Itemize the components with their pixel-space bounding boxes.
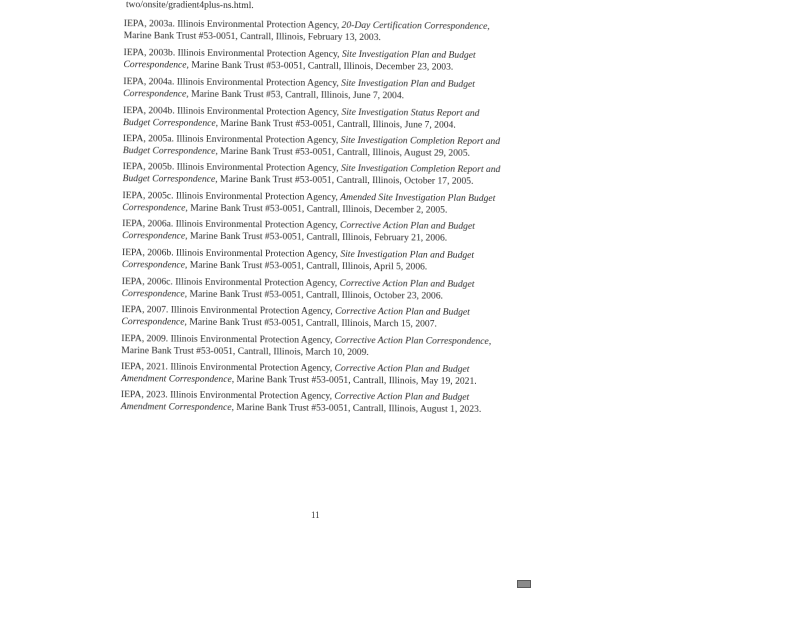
ref-title-part1: Corrective Action Plan and Budget (339, 277, 475, 290)
ref-details: Marine Bank Trust #53-0051, Cantrall, Illinois, April 5, 2006. (187, 259, 428, 273)
ref-title-part2: Budget Correspondence, (122, 116, 219, 129)
ref-details: Marine Bank Trust #53-0051, Cantrall, Illinois, February 21, 2006. (187, 230, 448, 244)
ref-title-part2: Amendment Correspondence, (120, 372, 235, 385)
reference-entry (124, 18, 490, 44)
ref-title-part1: Site Investigation Completion Report and (340, 162, 501, 176)
ref-author: IEPA, 2006a. Illinois Environmental Protection Agency, (122, 218, 341, 231)
ref-author: IEPA, 2003a. Illinois Environmental Protection Agency, (123, 18, 342, 31)
ref-title-part1: Amended Site Investigation Plan Budget (340, 191, 496, 205)
ref-author: IEPA, 2005b. Illinois Environmental Protection Agency, (122, 161, 342, 174)
reference-entry (121, 389, 482, 415)
ref-title-part1: Corrective Action Plan and Budget (339, 219, 475, 232)
ref-title-part2: Correspondence, (122, 229, 188, 242)
ref-author: IEPA, 2009. Illinois Environmental Protection Agency, (121, 333, 335, 346)
ref-title-part2: Budget Correspondence, (122, 144, 218, 157)
ref-author: IEPA, 2004a. Illinois Environmental Protection Agency, (123, 76, 342, 89)
ref-details: Marine Bank Trust #53-0051, Cantrall, Illinois, June 7, 2004. (218, 117, 456, 131)
ref-title-part2: Correspondence, (121, 287, 188, 300)
ref-details: Marine Bank Trust #53-0051, Cantrall, Illinois, August 29, 2005. (217, 145, 470, 159)
reference-entry (122, 276, 475, 302)
ref-title-part1: Site Investigation Status Report and (341, 106, 480, 119)
ref-title-part2: Correspondence, (121, 315, 187, 328)
reference-entry (122, 190, 495, 216)
ref-details: Marine Bank Trust #53-0051, Cantrall, Illinois, December 2, 2005. (187, 202, 448, 216)
ref-author: IEPA, 2005c. Illinois Environmental Protection Agency, (122, 190, 341, 203)
ref-title-part1: Corrective Action Plan and Budget (334, 362, 470, 375)
ref-details: Marine Bank Trust #53-0051, Cantrall, Illinois, August 1, 2023. (233, 401, 482, 415)
ref-title-part1: Corrective Action Plan and Budget (335, 305, 470, 318)
ref-title: 20-Day Certification Correspondence, (341, 19, 490, 32)
reference-entry (123, 105, 480, 131)
ref-title-part2: Correspondence, (122, 201, 188, 214)
reference-entry (123, 47, 475, 73)
reference-entry (123, 133, 500, 159)
ref-details: Marine Bank Trust #53, Cantrall, Illinois, June 7, 2004. (188, 88, 405, 101)
reference-fragment (126, 0, 254, 12)
ref-author: IEPA, 2003b. Illinois Environmental Protection Agency, (123, 47, 342, 60)
reference-entry (122, 247, 474, 273)
ref-title-part2: Correspondence, (121, 258, 188, 271)
ref-title-part2: Correspondence, (123, 87, 189, 100)
ref-details: Marine Bank Trust #53-0051, Cantrall, Illinois, March 10, 2009. (121, 344, 369, 358)
ref-author: IEPA, 2006c. Illinois Environmental Protection Agency, (121, 276, 340, 289)
ref-title-part2: Amendment Correspondence, (120, 400, 235, 413)
reference-entry (123, 76, 475, 102)
page-number: 11 (311, 510, 320, 520)
ref-author: IEPA, 2004b. Illinois Environmental Protection Agency, (123, 105, 342, 118)
ref-title-part1: Site Investigation Plan and Budget (340, 248, 475, 261)
ref-title-part1: Site Investigation Completion Report and (340, 134, 501, 148)
reference-entry (122, 218, 475, 244)
reference-entry (123, 161, 501, 187)
ref-title-part1: Site Investigation Plan and Budget (341, 48, 476, 61)
ref-title-part1: Site Investigation Plan and Budget (341, 77, 475, 90)
reference-entry (121, 361, 477, 387)
ref-title-part2: Correspondence, (123, 58, 190, 71)
ref-title-part1: Corrective Action Plan and Budget (334, 390, 470, 403)
fragment-line: two/onsite/gradient4plus-ns.html. (125, 0, 254, 12)
ref-title: Corrective Action Plan Correspondence, (334, 334, 492, 347)
ref-author: IEPA, 2005a. Illinois Environmental Protection Agency, (122, 133, 341, 146)
ref-details: Marine Bank Trust #53-0051, Cantrall, Illinois, February 13, 2003. (123, 29, 381, 43)
ref-details: Marine Bank Trust #53-0051, Cantrall, Illinois, March 15, 2007. (186, 316, 437, 330)
ref-details: Marine Bank Trust #53-0051, Cantrall, Illinois, October 23, 2006. (187, 288, 444, 302)
scan-artifact-mark (517, 580, 531, 588)
ref-author: IEPA, 2006b. Illinois Environmental Protection Agency, (121, 247, 341, 260)
ref-details: Marine Bank Trust #53-0051, Cantrall, Illinois, May 19, 2021. (234, 373, 477, 387)
scanned-text-block (112, 0, 532, 415)
reference-entry (121, 333, 491, 359)
ref-details: Marine Bank Trust #53-0051, Cantrall, Illinois, December 23, 2003. (188, 59, 454, 73)
ref-details: Marine Bank Trust #53-0051, Cantrall, Illinois, October 17, 2005. (217, 173, 474, 187)
ref-author: IEPA, 2021. Illinois Environmental Protection Agency, (121, 361, 335, 374)
ref-author: IEPA, 2023. Illinois Environmental Protection Agency, (120, 389, 335, 402)
reference-entry (121, 304, 470, 330)
ref-author: IEPA, 2007. Illinois Environmental Protection Agency, (121, 304, 336, 317)
ref-title-part2: Budget Correspondence, (122, 172, 218, 185)
